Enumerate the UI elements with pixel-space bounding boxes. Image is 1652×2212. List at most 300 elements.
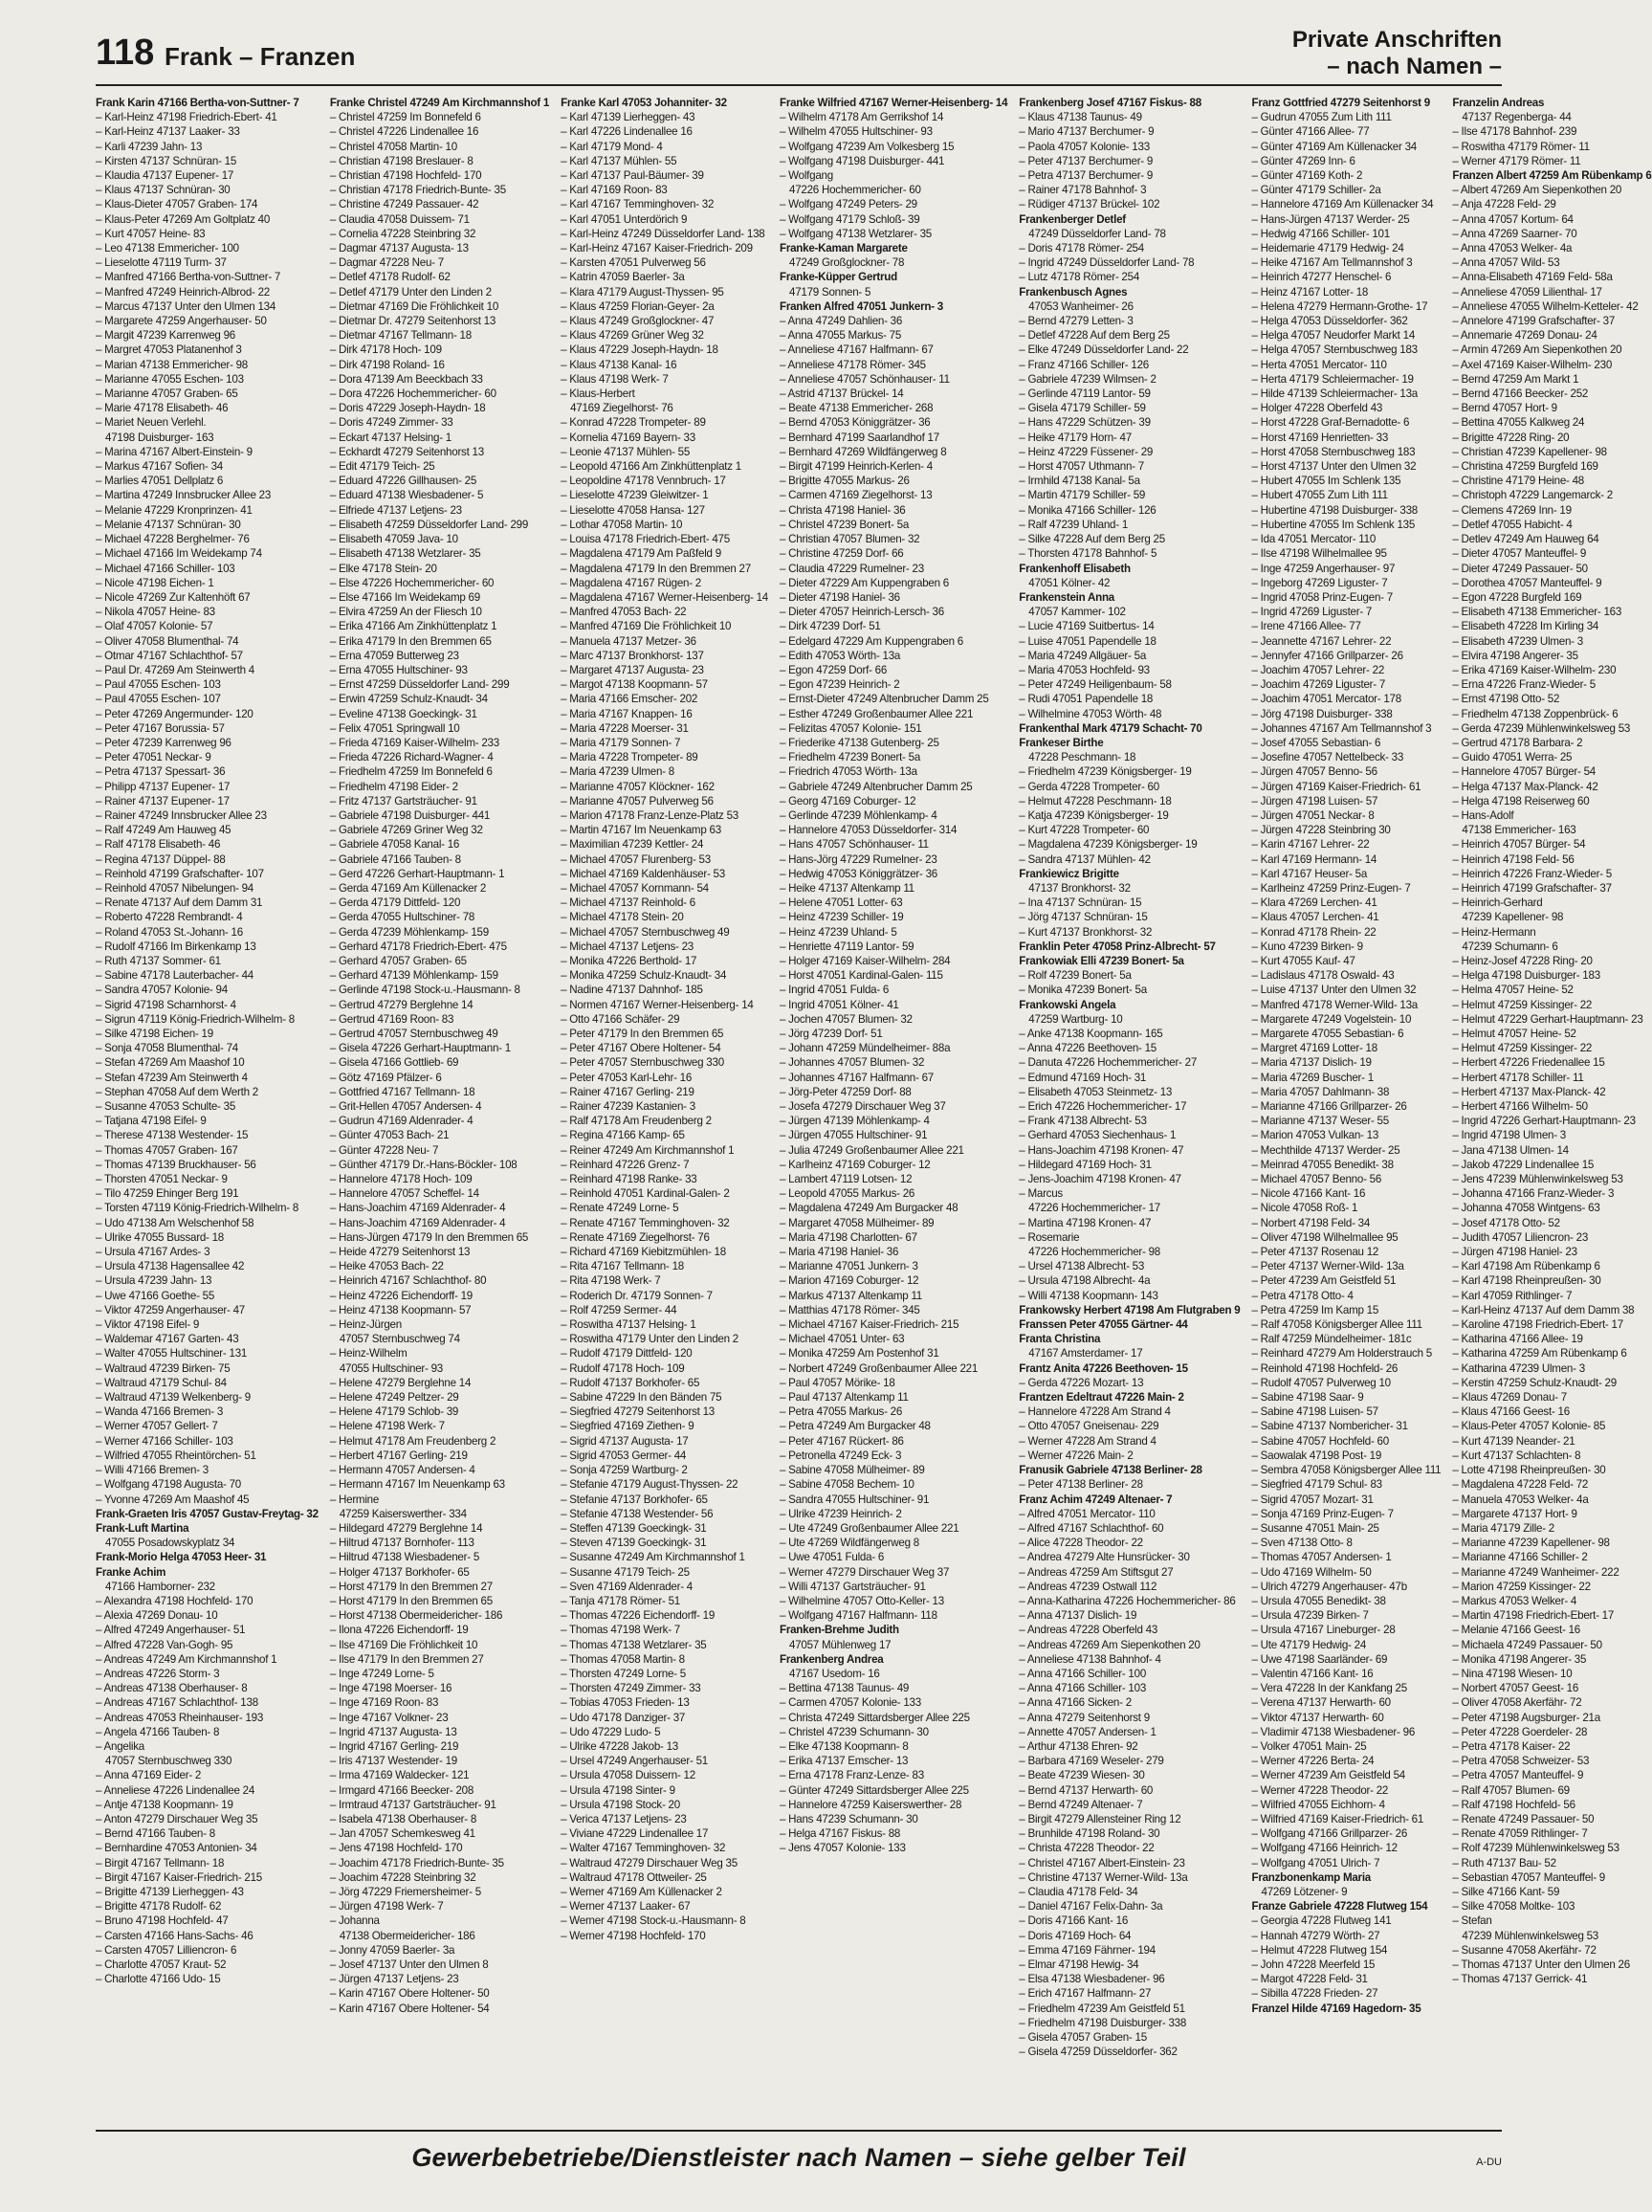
surname-heading-entry: Frank-Luft Martina bbox=[96, 1521, 189, 1535]
directory-entry: – Tatjana 47198 Eifel- 9 bbox=[96, 1115, 207, 1128]
directory-entry: – Silke 47228 Auf dem Berg 25 bbox=[1019, 533, 1165, 546]
directory-entry: 47055 Hultschiner- 93 bbox=[339, 1361, 444, 1375]
directory-entry: – Hans-Jörg 47229 Rumelner- 23 bbox=[780, 852, 937, 866]
directory-entry: – Werner 47137 Laaker- 67 bbox=[561, 1900, 691, 1913]
directory-entry: – Helmut 47229 Gerhart-Hauptmann- 23 bbox=[1452, 1012, 1643, 1026]
directory-entry: – Viktor 47259 Angerhauser- 47 bbox=[96, 1303, 246, 1316]
directory-entry: – Roswitha 47179 Unter den Linden 2 bbox=[561, 1333, 738, 1346]
directory-entry: – Bernd 47166 Tauben- 8 bbox=[96, 1827, 215, 1841]
directory-entry: – Felix 47051 Springwall 10 bbox=[329, 721, 460, 735]
directory-entry: – Heinz 47239 Uhland- 5 bbox=[780, 925, 897, 939]
directory-entry: – Monika 47198 Angerer- 35 bbox=[1452, 1652, 1587, 1666]
directory-entry: – Leopold 47055 Markus- 26 bbox=[780, 1187, 915, 1201]
directory-entry: – Dirk 47239 Dorf- 51 bbox=[780, 620, 881, 633]
directory-entry: – Rudolf 47057 Pulverweg 10 bbox=[1251, 1376, 1391, 1389]
directory-entry: – Karin 47167 Lehrer- 22 bbox=[1251, 838, 1370, 852]
directory-entry: – Manuela 47053 Welker- 4a bbox=[1452, 1493, 1589, 1506]
directory-entry: – Hedwig 47166 Schiller- 101 bbox=[1251, 227, 1390, 240]
directory-entry: – Katharina 47166 Allee- 19 bbox=[1452, 1333, 1583, 1346]
directory-entry: – Bruno 47198 Hochfeld- 47 bbox=[96, 1914, 229, 1928]
directory-entry: – Lotte 47198 Rheinpreußen- 30 bbox=[1452, 1464, 1606, 1477]
directory-entry: – Otto 47166 Schäfer- 29 bbox=[561, 1012, 680, 1026]
directory-entry: – Doris 47178 Römer- 254 bbox=[1019, 242, 1144, 255]
directory-entry: – Bernd 47279 Letten- 3 bbox=[1019, 315, 1134, 328]
directory-entry: – Walter 47055 Hultschiner- 131 bbox=[96, 1347, 248, 1360]
directory-entry: – Karli 47239 Jahn- 13 bbox=[96, 140, 203, 153]
directory-entry: – Elfriede 47137 Letjens- 23 bbox=[329, 503, 462, 517]
directory-entry: – Erna 47226 Franz-Wieder- 5 bbox=[1452, 678, 1596, 692]
directory-entry: – Rudolf 47179 Dittfeld- 120 bbox=[561, 1347, 693, 1360]
directory-entry: – Michaela 47249 Passauer- 50 bbox=[1452, 1638, 1602, 1651]
directory-entry: – Anna-Elisabeth 47169 Feld- 58a bbox=[1452, 271, 1613, 284]
directory-entry: – Anna 47279 Seitenhorst 9 bbox=[1019, 1711, 1150, 1724]
directory-entry: – Joachim 47051 Mercator- 178 bbox=[1251, 693, 1401, 706]
directory-entry: – Helena 47279 Hermann-Grothe- 17 bbox=[1251, 299, 1428, 313]
listing-column bbox=[780, 96, 1007, 2105]
directory-entry: 47226 Hochemmericher- 60 bbox=[789, 184, 921, 197]
directory-entry: – Reinhold 47051 Kardinal-Galen- 2 bbox=[561, 1187, 730, 1201]
directory-entry: – Karl 47051 Unterdörich 9 bbox=[561, 212, 688, 226]
directory-entry: – Alfred 47051 Mercator- 110 bbox=[1019, 1507, 1156, 1520]
directory-entry: – Jochen 47057 Blumen- 32 bbox=[780, 1012, 913, 1026]
directory-entry: – Hans 47229 Schützen- 39 bbox=[1019, 416, 1151, 430]
directory-entry: – Barbara 47169 Weseler- 279 bbox=[1019, 1755, 1164, 1768]
surname-heading-entry: Frank-Morio Helga 47053 Heer- 31 bbox=[96, 1551, 267, 1564]
directory-entry: – Wilfried 47055 Eichhorn- 4 bbox=[1251, 1798, 1385, 1811]
directory-entry: – Ilse 47179 In den Bremmen 27 bbox=[329, 1652, 484, 1666]
directory-entry: – Josefine 47057 Nettelbeck- 33 bbox=[1251, 751, 1404, 764]
directory-entry: – Sandra 47057 Kolonie- 94 bbox=[96, 984, 228, 997]
directory-entry: – Gabriele 47249 Altenbrucher Damm 25 bbox=[780, 780, 973, 793]
directory-entry: – Inge 47198 Moerser- 16 bbox=[329, 1682, 452, 1695]
directory-entry: – Günter 47053 Bach- 21 bbox=[329, 1129, 450, 1142]
surname-heading-entry: Franzbonenkamp Maria bbox=[1251, 1870, 1371, 1884]
directory-entry: – Gabriele 47198 Duisburger- 441 bbox=[329, 808, 491, 822]
directory-entry: – Peter 47198 Augsburger- 21a bbox=[1452, 1711, 1600, 1724]
directory-entry: – Heike 47137 Altenkamp 11 bbox=[780, 881, 914, 895]
directory-entry: – Marianne 47057 Pulverweg 56 bbox=[561, 794, 714, 807]
directory-entry: – Kuno 47239 Birken- 9 bbox=[1251, 940, 1363, 953]
directory-entry: – Silke 47198 Eichen- 19 bbox=[96, 1028, 213, 1040]
directory-entry: – Sebastian 47057 Manteuffel- 9 bbox=[1452, 1870, 1605, 1884]
directory-entry: – Thorsten 47249 Lorne- 5 bbox=[561, 1667, 686, 1680]
directory-entry: – Birgit 47167 Tellmann- 18 bbox=[96, 1856, 225, 1869]
directory-entry: – Karl-Heinz 47137 Auf dem Damm 38 bbox=[1452, 1303, 1635, 1316]
directory-entry: – Erich 47167 Halfmann- 27 bbox=[1019, 1987, 1152, 2001]
directory-entry: – Jörg 47137 Schnüran- 15 bbox=[1019, 911, 1148, 924]
directory-entry: – Willi 47138 Koopmann- 143 bbox=[1019, 1289, 1158, 1302]
directory-entry: – Erich 47226 Hochemmericher- 17 bbox=[1019, 1100, 1187, 1114]
directory-entry: – Wolfgang 47138 Wetzlarer- 35 bbox=[780, 227, 932, 240]
directory-entry: – Saowalak 47198 Post- 19 bbox=[1251, 1449, 1382, 1462]
directory-entry: – Edith 47053 Wörth- 13a bbox=[780, 649, 901, 662]
directory-entry: – Renate 47059 Rithlinger- 7 bbox=[1452, 1827, 1588, 1841]
directory-entry: – Johanna bbox=[329, 1914, 380, 1928]
directory-entry: – Anna 47166 Schiller- 100 bbox=[1019, 1667, 1147, 1680]
directory-entry: – Johannes 47167 Halfmann- 67 bbox=[780, 1071, 934, 1084]
directory-entry: – Franz 47166 Schiller- 126 bbox=[1019, 358, 1149, 371]
directory-entry: – Heinrich-Gerhard bbox=[1452, 896, 1543, 910]
directory-entry: – Wilfried 47169 Kaiser-Friedrich- 61 bbox=[1251, 1812, 1424, 1825]
directory-entry: – Hiltrud 47137 Bornhofer- 113 bbox=[329, 1537, 474, 1550]
directory-entry: – Rainer 47239 Kastanien- 3 bbox=[561, 1100, 695, 1114]
directory-entry: – Rudolf 47178 Hoch- 109 bbox=[561, 1361, 685, 1375]
directory-entry: – Doris 47169 Hoch- 64 bbox=[1019, 1929, 1132, 1942]
directory-entry: – Kurt 47137 Bronkhorst- 32 bbox=[1019, 925, 1153, 939]
directory-entry: – Brigitte 47055 Markus- 26 bbox=[780, 475, 910, 488]
directory-entry: – Andreas 47228 Oberfeld 43 bbox=[1019, 1624, 1158, 1637]
directory-entry: – Ingrid 47167 Gerling- 219 bbox=[329, 1739, 459, 1753]
directory-entry: – Christian 47198 Hochfeld- 170 bbox=[329, 169, 482, 183]
directory-entry: – Heinz 47167 Lotter- 18 bbox=[1251, 285, 1369, 299]
directory-entry: – Susanne 47179 Teich- 25 bbox=[561, 1565, 690, 1579]
directory-entry: 47269 Lötzener- 9 bbox=[1261, 1885, 1348, 1898]
directory-entry: – Stephan 47058 Auf dem Werth 2 bbox=[96, 1085, 258, 1098]
directory-entry: – Elsa 47138 Wiesbadener- 96 bbox=[1019, 1973, 1165, 1986]
directory-entry: – Friedhelm 47239 Bonert- 5a bbox=[780, 751, 921, 764]
directory-entry: – Dieter 47229 Am Kuppengraben 6 bbox=[780, 576, 949, 589]
directory-entry: – Ralf 47058 Königsberger Allee 111 bbox=[1251, 1318, 1422, 1332]
directory-entry: – Erika 47137 Emscher- 13 bbox=[780, 1755, 909, 1768]
directory-entry: – Maximilian 47239 Kettler- 24 bbox=[561, 838, 704, 852]
directory-entry: – Ulrike 47228 Jakob- 13 bbox=[561, 1739, 678, 1753]
directory-entry: – Margaret 47137 Augusta- 23 bbox=[561, 663, 704, 676]
directory-entry: – Gisela 47259 Düsseldorfer- 362 bbox=[1019, 2046, 1178, 2059]
directory-entry: – Josef 47137 Unter den Ulmen 8 bbox=[329, 1958, 489, 1971]
directory-entry: – Katharina 47259 Am Rübenkamp 6 bbox=[1452, 1347, 1627, 1360]
directory-entry: 47138 Obermeidericher- 186 bbox=[339, 1929, 475, 1942]
directory-entry: – Gerhard 47178 Friedrich-Ebert- 475 bbox=[329, 940, 507, 953]
directory-entry: – Jürgen 47051 Neckar- 8 bbox=[1251, 808, 1375, 822]
directory-entry: – Maria 47167 Knappen- 16 bbox=[561, 707, 693, 720]
directory-entry: – Susanne 47249 Am Kirchmannshof 1 bbox=[561, 1551, 745, 1564]
surname-heading-entry: Franke Karl 47053 Johanniter- 32 bbox=[561, 97, 727, 109]
directory-entry: – Günter 47249 Sittardsberger Allee 225 bbox=[780, 1783, 969, 1797]
directory-entry: – Rüdiger 47137 Brückel- 102 bbox=[1019, 198, 1160, 211]
surname-heading-entry: Franz Achim 47249 Altenaer- 7 bbox=[1019, 1493, 1173, 1506]
directory-entry: 47053 Wanheimer- 26 bbox=[1028, 299, 1134, 313]
directory-entry: – Manfred 47249 Heinrich-Albrod- 22 bbox=[96, 285, 271, 299]
directory-entry: – Anna 47057 Kortum- 64 bbox=[1452, 212, 1574, 226]
directory-entry: – Rudolf 47137 Borkhofer- 65 bbox=[561, 1376, 700, 1389]
surname-heading-entry: Frankenstein Anna bbox=[1019, 590, 1114, 604]
directory-entry: – Hans-Joachim 47169 Aldenrader- 4 bbox=[329, 1202, 506, 1215]
directory-entry: – Werner 47198 Hochfeld- 170 bbox=[561, 1929, 706, 1942]
directory-entry: – Horst 47058 Sternbuschweg 183 bbox=[1251, 445, 1416, 458]
directory-entry: – Ulrike 47239 Heinrich- 2 bbox=[780, 1507, 902, 1520]
directory-entry: – Karl 47137 Mühlen- 55 bbox=[561, 154, 677, 167]
directory-entry: – Gerda 47226 Mozart- 13 bbox=[1019, 1376, 1144, 1389]
directory-entry: – Holger 47169 Kaiser-Wilhelm- 284 bbox=[780, 954, 951, 967]
directory-entry: – Magdalena 47179 Am Paßfeld 9 bbox=[561, 547, 721, 561]
directory-entry: – Peter 47137 Werner-Wild- 13a bbox=[1251, 1260, 1404, 1273]
directory-entry: – Judith 47057 Liliencron- 23 bbox=[1452, 1230, 1589, 1244]
directory-entry: – Angelika bbox=[96, 1739, 145, 1753]
directory-entry: – Jürgen 47057 Benno- 56 bbox=[1251, 765, 1377, 779]
directory-entry: – Sven 47169 Aldenrader- 4 bbox=[561, 1580, 693, 1593]
directory-entry: – Katja 47239 Königsberger- 19 bbox=[1019, 808, 1169, 822]
section-title-line-2: – nach Namen – bbox=[1327, 54, 1502, 79]
directory-entry: – Karl 47169 Hermann- 14 bbox=[1251, 852, 1377, 866]
directory-entry: – Steffen 47139 Goeckingk- 31 bbox=[561, 1521, 707, 1535]
directory-entry: – Karl 47226 Lindenallee 16 bbox=[561, 125, 693, 139]
directory-entry: – Torsten 47119 König-Friedrich-Wilhelm- 8 bbox=[96, 1202, 299, 1215]
directory-entry: – Annelore 47199 Grafschafter- 37 bbox=[1452, 315, 1616, 328]
directory-entry: – Hildegard 47169 Hoch- 31 bbox=[1019, 1158, 1152, 1171]
surname-heading-entry: Frankenhoff Elisabeth bbox=[1019, 562, 1131, 575]
surname-heading-entry: Frankeser Birthe bbox=[1019, 736, 1104, 749]
directory-entry: – Else 47166 Im Weidekamp 69 bbox=[329, 590, 480, 604]
directory-entry: – Götz 47169 Pfälzer- 6 bbox=[329, 1071, 442, 1084]
directory-entry: – Wanda 47166 Bremen- 3 bbox=[96, 1405, 224, 1419]
directory-entry: – Lucie 47169 Suitbertus- 14 bbox=[1019, 620, 1155, 633]
directory-entry: – Margret 47169 Lotter- 18 bbox=[1251, 1042, 1377, 1055]
directory-entry: – Michael 47137 Reinhold- 6 bbox=[561, 896, 695, 910]
directory-entry: – Heidemarie 47179 Hedwig- 24 bbox=[1251, 242, 1404, 255]
directory-entry: – Waltraud 47239 Birken- 75 bbox=[96, 1361, 231, 1375]
directory-entry: – Melanie 47166 Geest- 16 bbox=[1452, 1624, 1580, 1637]
directory-entry: – Erwin 47259 Schulz-Knaudt- 34 bbox=[329, 693, 488, 706]
directory-entry: – Heinz 47239 Schiller- 19 bbox=[780, 911, 904, 924]
directory-entry: – Alice 47228 Theodor- 22 bbox=[1019, 1537, 1143, 1550]
directory-entry: – Marian 47138 Emmericher- 98 bbox=[96, 358, 249, 371]
directory-entry: – Manfred 47178 Werner-Wild- 13a bbox=[1251, 998, 1419, 1011]
directory-entry: – Heinz 47226 Eichendorff- 19 bbox=[329, 1289, 473, 1302]
directory-entry: – Marion 47053 Vulkan- 13 bbox=[1251, 1129, 1379, 1142]
directory-entry: – Waltraud 47179 Schul- 84 bbox=[96, 1376, 227, 1389]
directory-entry: – Günter 47179 Schiller- 2a bbox=[1251, 184, 1381, 197]
directory-entry: – Friederike 47138 Gutenberg- 25 bbox=[780, 736, 939, 749]
directory-entry: 47166 Hamborner- 232 bbox=[105, 1580, 215, 1593]
directory-entry: – Joachim 47057 Lehrer- 22 bbox=[1251, 663, 1385, 676]
directory-entry: – Maria 47137 Dislich- 19 bbox=[1251, 1056, 1372, 1070]
directory-entry: – Roswitha 47179 Römer- 11 bbox=[1452, 140, 1590, 153]
directory-entry: – Johann 47259 Mündelheimer- 88a bbox=[780, 1042, 951, 1055]
directory-entry: – Birgit 47199 Heinrich-Kerlen- 4 bbox=[780, 460, 933, 474]
directory-entry: – Heinz 47138 Koopmann- 57 bbox=[329, 1303, 472, 1316]
directory-entry: – Claudia 47058 Duissem- 71 bbox=[329, 212, 470, 226]
directory-entry: – Doris 47166 Kant- 16 bbox=[1019, 1914, 1129, 1928]
directory-entry: – Marion 47178 Franz-Lenze-Platz 53 bbox=[561, 808, 738, 822]
directory-entry: 47137 Regenberga- 44 bbox=[1462, 111, 1572, 124]
directory-entry: – Maria 47228 Trompeter- 89 bbox=[561, 751, 698, 764]
directory-entry: – Anna 47137 Dislich- 19 bbox=[1019, 1609, 1137, 1623]
directory-entry: – Helga 47057 Neudorfer Markt 14 bbox=[1251, 329, 1416, 343]
directory-entry: – Klara 47179 August-Thyssen- 95 bbox=[561, 285, 724, 299]
region-code: A-DU bbox=[1476, 2157, 1502, 2168]
directory-entry: – Karl 47198 Am Rübenkamp 6 bbox=[1452, 1260, 1600, 1273]
directory-entry: 47226 Hochemmericher- 17 bbox=[1028, 1202, 1161, 1215]
directory-entry: – Paul Dr. 47269 Am Steinwerth 4 bbox=[96, 663, 255, 676]
directory-entry: – Eduard 47138 Wiesbadener- 5 bbox=[329, 489, 484, 502]
directory-entry: – Wolfgang 47167 Halfmann- 118 bbox=[780, 1609, 937, 1623]
directory-entry: – Rainer 47167 Gerling- 219 bbox=[561, 1085, 694, 1098]
directory-entry: – Peter 47137 Rosenau 12 bbox=[1251, 1246, 1379, 1259]
directory-entry: – Carmen 47169 Ziegelhorst- 13 bbox=[780, 489, 933, 502]
directory-entry: – Ulrich 47279 Angerhauser- 47b bbox=[1251, 1580, 1407, 1593]
directory-entry: – Peter 47137 Berchumer- 9 bbox=[1019, 154, 1154, 167]
directory-entry: – Klaus 47138 Kanal- 16 bbox=[561, 358, 677, 371]
directory-entry: – Josefa 47279 Dirschauer Weg 37 bbox=[780, 1100, 946, 1114]
directory-entry: 47051 Kölner- 42 bbox=[1028, 576, 1111, 589]
directory-entry: – Alexia 47269 Donau- 10 bbox=[96, 1609, 218, 1623]
directory-entry: – Christa 47228 Theodor- 22 bbox=[1019, 1842, 1155, 1855]
directory-entry: – Sonja 47058 Blumenthal- 74 bbox=[96, 1042, 238, 1055]
directory-entry: – Oliver 47058 Akerfähr- 72 bbox=[1452, 1696, 1582, 1710]
surname-heading-entry: Franken Alfred 47051 Junkern- 3 bbox=[780, 299, 943, 313]
directory-entry: – Claudia 47229 Rumelner- 23 bbox=[780, 562, 924, 575]
directory-entry: – Markus 47053 Welker- 4 bbox=[1452, 1594, 1577, 1607]
directory-entry: – Michael 47057 Flurenberg- 53 bbox=[561, 852, 711, 866]
directory-entry: – Matthias 47178 Römer- 345 bbox=[780, 1303, 920, 1316]
listing-column bbox=[1452, 96, 1651, 2105]
directory-entry: – Anna 47055 Markus- 75 bbox=[780, 329, 902, 343]
directory-entry: – Jörg 47239 Dorf- 51 bbox=[780, 1028, 883, 1040]
directory-entry: – Petra 47178 Otto- 4 bbox=[1251, 1289, 1354, 1302]
directory-entry: – Bernhard 47269 Wildfängerweg 8 bbox=[780, 445, 947, 458]
directory-entry: – Margret 47053 Platanenhof 3 bbox=[96, 343, 242, 357]
directory-entry: – Peter 47239 Am Geistfeld 51 bbox=[1251, 1274, 1397, 1288]
directory-entry: – Magdalena 47239 Königsberger- 19 bbox=[1019, 838, 1198, 852]
directory-entry: – Wolfgang 47198 Duisburger- 441 bbox=[780, 154, 945, 167]
directory-entry: – Jan 47057 Schemkesweg 41 bbox=[329, 1827, 475, 1841]
directory-entry: – Jürgen 47137 Letjens- 23 bbox=[329, 1973, 459, 1986]
surname-heading-entry: Frankenbusch Agnes bbox=[1019, 285, 1128, 299]
directory-entry: – Elisabeth 47228 Im Kirling 34 bbox=[1452, 620, 1599, 633]
directory-entry: – Georg 47169 Coburger- 12 bbox=[780, 794, 916, 807]
directory-entry: – Karl 47139 Lierheggen- 43 bbox=[561, 111, 695, 124]
directory-entry: – Andreas 47239 Ostwall 112 bbox=[1019, 1580, 1157, 1593]
directory-entry: – Nicole 47058 Roß- 1 bbox=[1251, 1202, 1358, 1215]
directory-entry: – Ursula 47167 Ardes- 3 bbox=[96, 1246, 210, 1259]
directory-entry: – Werner 47279 Dirschauer Weg 37 bbox=[780, 1565, 950, 1579]
directory-entry: – Gerda 47228 Trompeter- 60 bbox=[1019, 780, 1159, 793]
directory-entry: – Ingrid 47051 Kölner- 41 bbox=[780, 998, 899, 1011]
directory-entry: – Lieselotte 47239 Gleiwitzer- 1 bbox=[561, 489, 709, 502]
directory-entry: – Marcus bbox=[1019, 1187, 1063, 1201]
directory-entry: – Helene 47249 Peltzer- 29 bbox=[329, 1391, 459, 1405]
directory-entry: – Marianne 47166 Schiller- 2 bbox=[1452, 1551, 1588, 1564]
directory-entry: – Norbert 47198 Feld- 34 bbox=[1251, 1216, 1371, 1229]
surname-heading-entry: Franke Wilfried 47167 Werner-Heisenberg- 14 bbox=[780, 97, 1008, 109]
directory-entry: – Sabine 47198 Luisen- 57 bbox=[1251, 1405, 1378, 1419]
directory-entry: – Klaus 47198 Werk- 7 bbox=[561, 372, 669, 386]
surname-heading-entry: Frankowiak Elli 47239 Bonert- 5a bbox=[1019, 954, 1184, 967]
directory-entry: – Clemens 47269 Inn- 19 bbox=[1452, 503, 1572, 517]
directory-entry: – Thomas 47138 Wetzlarer- 35 bbox=[561, 1638, 707, 1651]
directory-entry: – Magdalena 47179 In den Bremmen 27 bbox=[561, 562, 751, 575]
directory-entry: – Ingrid 47269 Liguster- 7 bbox=[1251, 606, 1373, 619]
directory-entry: – Ralf 47198 Hochfeld- 56 bbox=[1452, 1798, 1575, 1811]
directory-entry: – Anna 47169 Eider- 2 bbox=[96, 1769, 202, 1782]
directory-entry: 47137 Bronkhorst- 32 bbox=[1028, 881, 1131, 895]
directory-entry: – Helmut 47178 Am Freudenberg 2 bbox=[329, 1434, 496, 1448]
directory-entry: – Christian 47198 Breslauer- 8 bbox=[329, 154, 474, 167]
directory-entry: – Detlef 47179 Unter den Linden 2 bbox=[329, 285, 492, 299]
directory-entry: – Werner 47228 Am Strand 4 bbox=[1019, 1434, 1156, 1448]
directory-entry: – Wilhelmine 47057 Otto-Keller- 13 bbox=[780, 1594, 944, 1607]
directory-entry: – Karl 47059 Rithlinger- 7 bbox=[1452, 1289, 1573, 1302]
directory-entry: – Ursel 47249 Angerhauser- 51 bbox=[561, 1755, 708, 1768]
directory-entry: – Viktor 47137 Herwarth- 60 bbox=[1251, 1711, 1384, 1724]
surname-heading-entry: Franke Achim bbox=[96, 1565, 166, 1579]
directory-entry: – Klaus 47057 Lerchen- 41 bbox=[1251, 911, 1379, 924]
directory-entry: – Ernst 47198 Otto- 52 bbox=[1452, 693, 1560, 706]
directory-entry: – Luise 47051 Papendelle 18 bbox=[1019, 634, 1156, 648]
directory-entry: – Sabine 47057 Hochfeld- 60 bbox=[1251, 1434, 1389, 1448]
directory-entry: – Inge 47249 Lorne- 5 bbox=[329, 1667, 434, 1680]
directory-entry: – Bernd 47057 Hort- 9 bbox=[1452, 402, 1557, 415]
directory-entry: – Detlef 47055 Habicht- 4 bbox=[1452, 518, 1573, 531]
directory-entry: – Charlotte 47057 Kraut- 52 bbox=[96, 1958, 227, 1971]
directory-entry: – Hubert 47055 Im Schlenk 135 bbox=[1251, 475, 1401, 488]
directory-entry: – Verica 47137 Letjens- 23 bbox=[561, 1812, 687, 1825]
directory-entry: – Manfred 47166 Bertha-von-Suttner- 7 bbox=[96, 271, 281, 284]
directory-entry: – Gabriele 47269 Griner Weg 32 bbox=[329, 824, 483, 837]
directory-entry: – Rolf 47259 Sermer- 44 bbox=[561, 1303, 677, 1316]
directory-entry: – Dietmar 47169 Die Fröhlichkeit 10 bbox=[329, 299, 499, 313]
directory-entry: – Carsten 47166 Hans-Sachs- 46 bbox=[96, 1929, 253, 1942]
directory-entry: – Ursula 47239 Birken- 7 bbox=[1251, 1609, 1369, 1623]
directory-entry: – Lutz 47178 Römer- 254 bbox=[1019, 271, 1140, 284]
directory-entry: – Therese 47138 Westender- 15 bbox=[96, 1129, 249, 1142]
directory-entry: – Heinrich 47226 Franz-Wieder- 5 bbox=[1452, 867, 1613, 880]
directory-entry: – Anton 47279 Dirschauer Weg 35 bbox=[96, 1812, 258, 1825]
directory-entry: – Reinhard 47279 Am Holderstrauch 5 bbox=[1251, 1347, 1432, 1360]
directory-entry: – Günter 47269 Inn- 6 bbox=[1251, 154, 1355, 167]
directory-entry: – Hans-Jürgen 47179 In den Bremmen 65 bbox=[329, 1230, 529, 1244]
directory-entry: – Edit 47179 Teich- 25 bbox=[329, 460, 435, 474]
directory-entry: – Karl-Heinz 47249 Düsseldorfer Land- 138 bbox=[561, 227, 765, 240]
directory-entry: – Ernst 47259 Düsseldorfer Land- 299 bbox=[329, 678, 510, 692]
directory-entry: – Sigrid 47198 Scharnhorst- 4 bbox=[96, 998, 236, 1011]
directory-entry: – Gudrun 47055 Zum Lith 111 bbox=[1251, 111, 1392, 124]
surname-heading-entry: Franke-Kaman Margarete bbox=[780, 242, 908, 255]
directory-entry: – Karl 47167 Heuser- 5a bbox=[1251, 867, 1368, 880]
directory-entry: 47169 Ziegelhorst- 76 bbox=[570, 402, 673, 415]
directory-entry: – Heinz-Wilhelm bbox=[329, 1347, 407, 1360]
directory-entry: – Gerhard 47057 Graben- 65 bbox=[329, 954, 467, 967]
directory-entry: – Gerhard 47139 Möhlenkamp- 159 bbox=[329, 969, 498, 983]
surname-heading-entry: Frankowski Angela bbox=[1019, 998, 1116, 1011]
directory-entry: – Daniel 47167 Felix-Dahn- 3a bbox=[1019, 1900, 1163, 1913]
directory-entry: – Rolf 47239 Bonert- 5a bbox=[1019, 969, 1132, 983]
directory-entry: – Günter 47169 Koth- 2 bbox=[1251, 169, 1363, 183]
directory-entry: – Roland 47053 St.-Johann- 16 bbox=[96, 925, 243, 939]
directory-entry: – Jana 47138 Ulmen- 14 bbox=[1452, 1143, 1569, 1157]
directory-entry: – Jens 47239 Mühlenwinkelsweg 53 bbox=[1452, 1173, 1623, 1186]
directory-entry: – Dora 47139 Am Beeckbach 33 bbox=[329, 372, 483, 386]
directory-entry: – Magdalena 47249 Am Burgacker 48 bbox=[780, 1202, 958, 1215]
directory-entry: – Jeannette 47167 Lehrer- 22 bbox=[1251, 634, 1392, 648]
directory-entry: – Vladimir 47138 Wiesbadener- 96 bbox=[1251, 1725, 1416, 1738]
directory-entry: – Angela 47166 Tauben- 8 bbox=[96, 1725, 220, 1738]
directory-entry: – Petra 47178 Kaiser- 22 bbox=[1452, 1739, 1571, 1753]
directory-entry: – Ingrid 47226 Gerhart-Hauptmann- 23 bbox=[1452, 1115, 1636, 1128]
directory-entry: – Susanne 47058 Akerfähr- 72 bbox=[1452, 1943, 1597, 1957]
directory-entry: – Anna 47057 Wild- 53 bbox=[1452, 256, 1560, 270]
directory-entry: – Ernst-Dieter 47249 Altenbrucher Damm 25 bbox=[780, 693, 989, 706]
directory-entry: – Hannelore 47053 Düsseldorfer- 314 bbox=[780, 824, 958, 837]
directory-entry: – Tilo 47259 Ehinger Berg 191 bbox=[96, 1187, 239, 1201]
directory-entry: – Stefan 47269 Am Maashof 10 bbox=[96, 1056, 245, 1070]
directory-entry: – Stefan bbox=[1452, 1914, 1492, 1928]
directory-entry: – Bernd 47137 Herwarth- 60 bbox=[1019, 1783, 1154, 1797]
directory-entry: – Lothar 47058 Martin- 10 bbox=[561, 518, 683, 531]
directory-entry: – Anke 47138 Koopmann- 165 bbox=[1019, 1028, 1163, 1040]
directory-entry: – Armin 47269 Am Siepenkothen 20 bbox=[1452, 343, 1622, 357]
directory-entry: – Cornelia 47228 Steinbring 32 bbox=[329, 227, 476, 240]
